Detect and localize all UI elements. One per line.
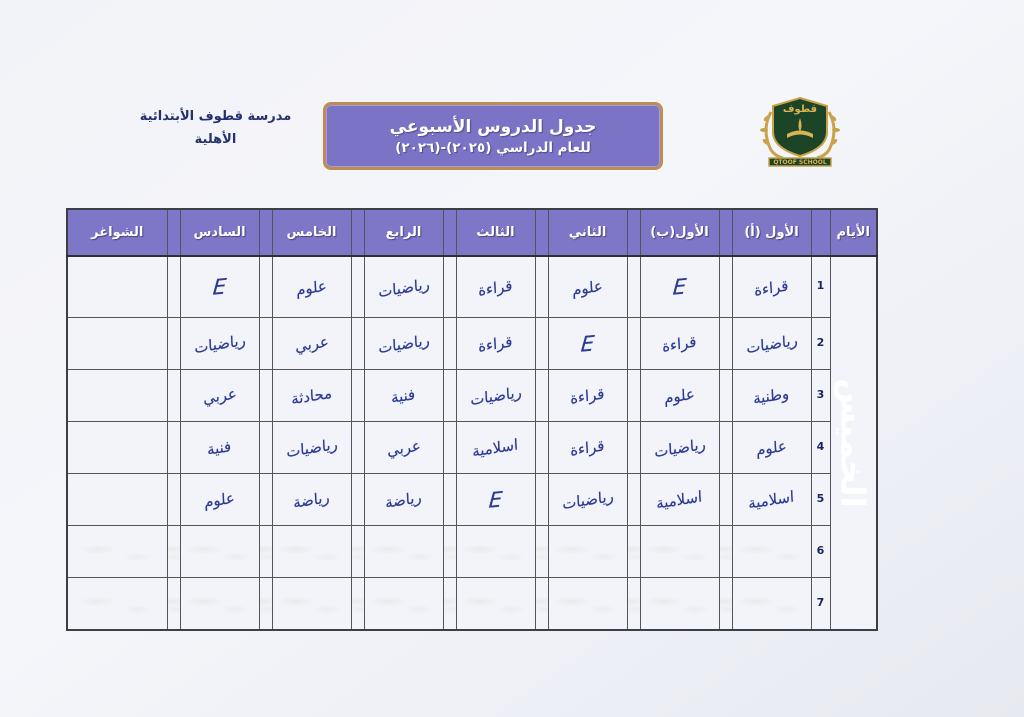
separator-cell	[259, 256, 272, 318]
cell-grade3: رياضيات	[456, 370, 535, 422]
school-name-line2: الأهلية	[194, 131, 237, 147]
cell-grade2	[548, 578, 627, 631]
separator-cell	[443, 474, 456, 526]
separator-cell	[351, 474, 364, 526]
schedule-row-1	[67, 256, 877, 318]
cell-grade5	[272, 578, 351, 631]
cell-grade1a: قراءة	[732, 256, 811, 318]
cell-grade3	[456, 578, 535, 631]
separator-cell	[167, 422, 180, 474]
cell-grade6	[180, 526, 259, 578]
cell-vacancies	[67, 526, 167, 578]
separator-cell	[443, 256, 456, 318]
separator-cell	[259, 370, 272, 422]
cell-grade1b: اسلامية	[640, 474, 719, 526]
period-number: 7	[811, 578, 830, 631]
cell-grade1a: علوم	[732, 422, 811, 474]
schedule-row-7	[67, 578, 877, 631]
separator-cell	[627, 256, 640, 318]
cell-grade6: رياضيات	[180, 318, 259, 370]
title-box	[323, 102, 663, 170]
cell-grade6	[180, 578, 259, 631]
cell-grade6: فنية	[180, 422, 259, 474]
separator-cell	[351, 256, 364, 318]
cell-grade5: محادثة	[272, 370, 351, 422]
separator-cell	[535, 318, 548, 370]
separator-cell	[351, 578, 364, 631]
separator-cell	[167, 578, 180, 631]
column-header-grade5: الخامس	[272, 209, 351, 256]
separator-cell	[259, 422, 272, 474]
separator-cell	[535, 526, 548, 578]
cell-grade4: رياضة	[364, 474, 443, 526]
separator-cell	[719, 474, 732, 526]
column-header-period-spacer	[811, 209, 830, 256]
separator-cell	[259, 526, 272, 578]
schedule-row-5	[67, 474, 877, 526]
separator-cell	[259, 318, 272, 370]
cell-vacancies	[67, 474, 167, 526]
period-number: 1	[811, 256, 830, 318]
separator-cell	[443, 318, 456, 370]
separator-cell	[719, 256, 732, 318]
cell-grade1b: رياضيات	[640, 422, 719, 474]
cell-grade1b	[640, 526, 719, 578]
separator-cell	[351, 526, 364, 578]
cell-grade1a	[732, 526, 811, 578]
cell-grade3: قراءة	[456, 318, 535, 370]
period-number: 3	[811, 370, 830, 422]
day-name-vertical: الخميس	[833, 378, 873, 508]
separator-cell	[627, 318, 640, 370]
page-subtitle: للعام الدراسي (٢٠٢٥)-(٢٠٢٦)	[395, 139, 591, 156]
cell-grade5: رياضيات	[272, 422, 351, 474]
column-header-grade6: السادس	[180, 209, 259, 256]
cell-grade4: رياضيات	[364, 318, 443, 370]
svg-text:قطوف: قطوف	[782, 104, 818, 115]
schedule-row-3	[67, 370, 877, 422]
separator-cell	[627, 526, 640, 578]
cell-grade4	[364, 578, 443, 631]
separator-cell	[443, 526, 456, 578]
separator-cell	[627, 370, 640, 422]
cell-vacancies	[67, 370, 167, 422]
separator-cell	[259, 578, 272, 631]
header-separator	[627, 209, 640, 256]
separator-cell	[259, 474, 272, 526]
cell-grade3: قراءة	[456, 256, 535, 318]
separator-cell	[719, 370, 732, 422]
cell-grade5: عربي	[272, 318, 351, 370]
separator-cell	[351, 318, 364, 370]
separator-cell	[167, 474, 180, 526]
separator-cell	[719, 526, 732, 578]
separator-cell	[719, 318, 732, 370]
period-number: 2	[811, 318, 830, 370]
school-emblem-icon	[755, 94, 845, 170]
cell-grade1b: قراءة	[640, 318, 719, 370]
separator-cell	[535, 370, 548, 422]
period-number: 5	[811, 474, 830, 526]
cell-grade6: علوم	[180, 474, 259, 526]
cell-grade1b	[640, 578, 719, 631]
separator-cell	[627, 474, 640, 526]
cell-grade2: علوم	[548, 256, 627, 318]
schedule-row-4	[67, 422, 877, 474]
cell-grade6: E	[180, 256, 259, 318]
cell-grade4: عربي	[364, 422, 443, 474]
cell-grade5	[272, 526, 351, 578]
separator-cell	[167, 318, 180, 370]
page-title: جدول الدروس الأسبوعي	[389, 116, 597, 137]
cell-grade3: E	[456, 474, 535, 526]
column-header-grade1b: الأول(ب)	[640, 209, 719, 256]
cell-grade2: رياضيات	[548, 474, 627, 526]
cell-vacancies	[67, 578, 167, 631]
column-header-grade1a: الأول (أ)	[732, 209, 811, 256]
cell-grade1a: وطنية	[732, 370, 811, 422]
period-number: 4	[811, 422, 830, 474]
cell-grade3: اسلامية	[456, 422, 535, 474]
column-header-grade4: الرابع	[364, 209, 443, 256]
cell-vacancies	[67, 256, 167, 318]
cell-grade4: رياضيات	[364, 256, 443, 318]
schedule-row-2	[67, 318, 877, 370]
cell-grade5: رياضة	[272, 474, 351, 526]
cell-grade2: E	[548, 318, 627, 370]
cell-grade2: قراءة	[548, 422, 627, 474]
separator-cell	[627, 578, 640, 631]
column-header-vacancies: الشواغر	[67, 209, 167, 256]
school-name	[138, 106, 293, 152]
separator-cell	[535, 256, 548, 318]
separator-cell	[443, 578, 456, 631]
cell-grade1a	[732, 578, 811, 631]
separator-cell	[167, 256, 180, 318]
cell-grade5: علوم	[272, 256, 351, 318]
separator-cell	[167, 526, 180, 578]
cell-grade1a: اسلامية	[732, 474, 811, 526]
header-separator	[443, 209, 456, 256]
header-separator	[167, 209, 180, 256]
separator-cell	[351, 422, 364, 474]
day-cell	[830, 256, 877, 630]
separator-cell	[443, 422, 456, 474]
separator-cell	[351, 370, 364, 422]
separator-cell	[167, 370, 180, 422]
separator-cell	[535, 578, 548, 631]
cell-grade6: عربي	[180, 370, 259, 422]
schedule-row-6	[67, 526, 877, 578]
header-separator	[719, 209, 732, 256]
column-header-days: الأيام	[830, 209, 877, 256]
cell-grade1a: رياضيات	[732, 318, 811, 370]
header-separator	[259, 209, 272, 256]
separator-cell	[627, 422, 640, 474]
cell-grade2	[548, 526, 627, 578]
cell-grade3	[456, 526, 535, 578]
cell-grade4: فنية	[364, 370, 443, 422]
header-row	[67, 209, 877, 256]
cell-grade4	[364, 526, 443, 578]
school-logo	[755, 94, 845, 170]
header-separator	[535, 209, 548, 256]
separator-cell	[719, 578, 732, 631]
cell-grade2: قراءة	[548, 370, 627, 422]
column-header-grade2: الثاني	[548, 209, 627, 256]
separator-cell	[443, 370, 456, 422]
period-number: 6	[811, 526, 830, 578]
cell-vacancies	[67, 318, 167, 370]
svg-text:QTOOF SCHOOL: QTOOF SCHOOL	[773, 159, 827, 166]
school-name-line1: مدرسة قطوف الأبتدائية	[139, 109, 292, 124]
column-header-grade3: الثالث	[456, 209, 535, 256]
separator-cell	[535, 474, 548, 526]
timetable	[66, 208, 878, 631]
separator-cell	[535, 422, 548, 474]
cell-grade1b: E	[640, 256, 719, 318]
separator-cell	[719, 422, 732, 474]
header-separator	[351, 209, 364, 256]
cell-vacancies	[67, 422, 167, 474]
cell-grade1b: علوم	[640, 370, 719, 422]
